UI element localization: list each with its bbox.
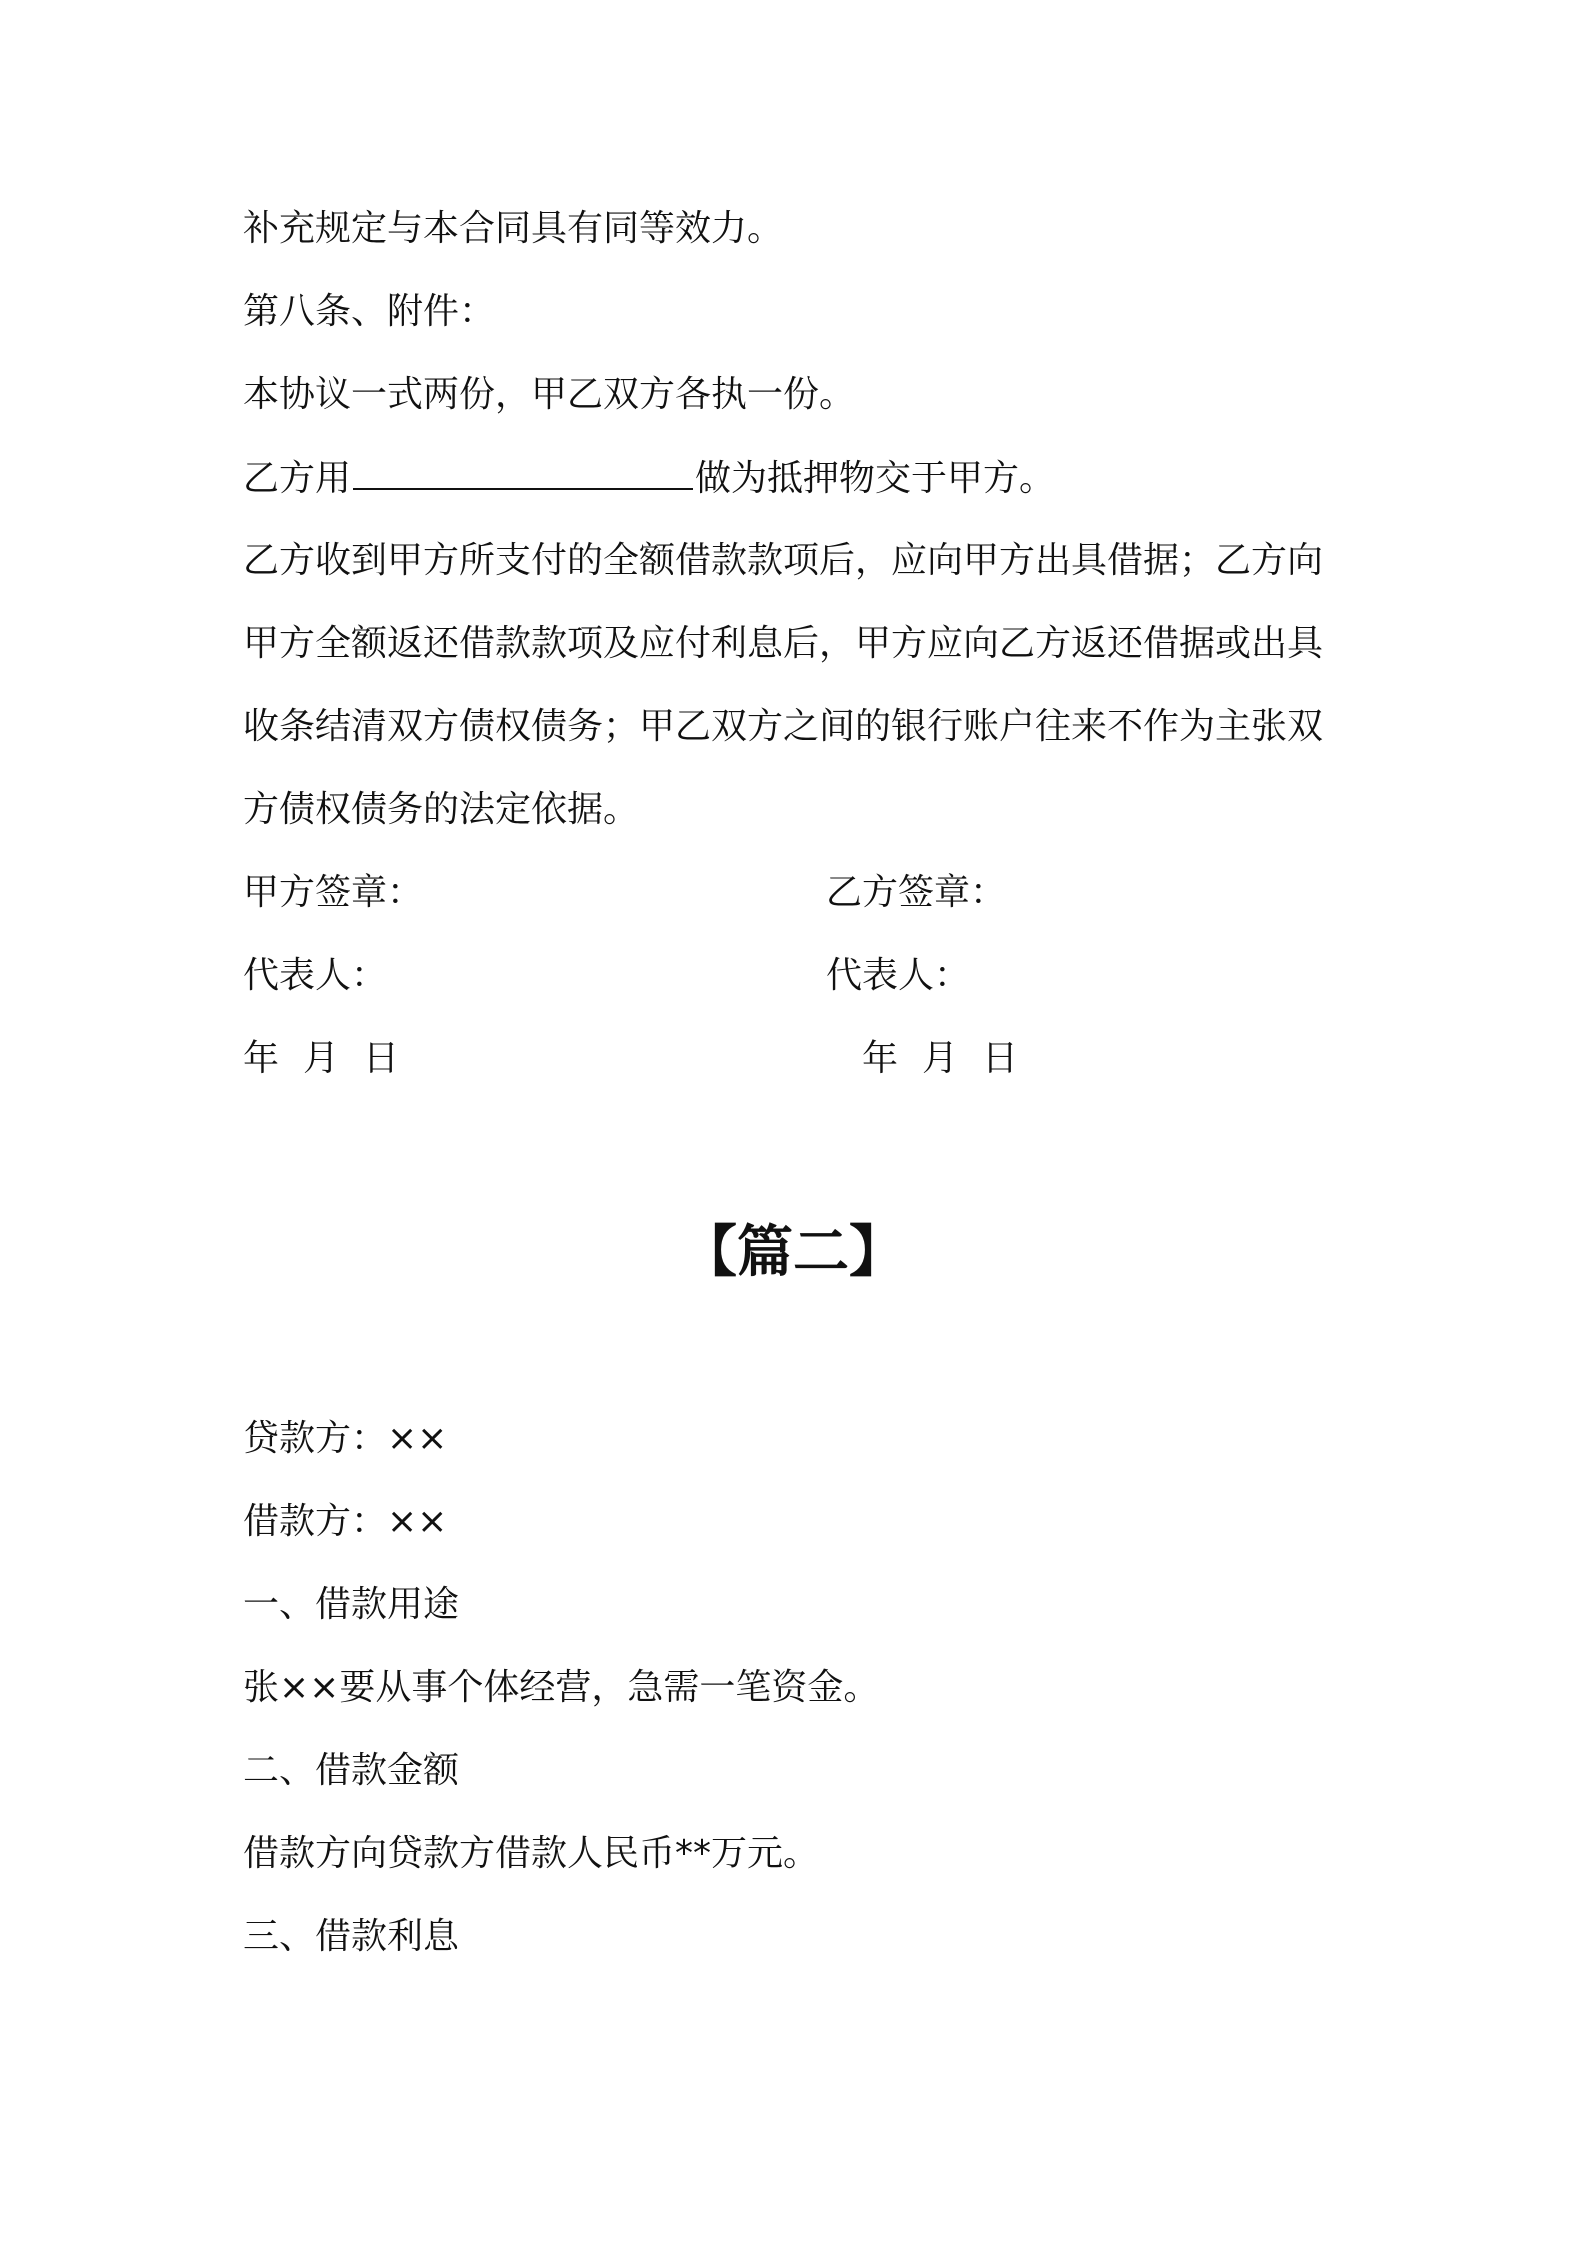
text-line: 张××要从事个体经营，急需一笔资金。 xyxy=(243,1667,880,1708)
party-a-date xyxy=(243,1035,399,1083)
clause-heading: 二、借款金额 xyxy=(243,1750,460,1791)
date-month: 月 xyxy=(922,1038,959,1079)
borrower-line: 借款方：×× xyxy=(243,1501,448,1542)
date-day: 日 xyxy=(363,1038,400,1079)
party-a-rep-label: 代表人： xyxy=(243,955,388,996)
collateral-line xyxy=(243,454,1055,503)
article-heading: 第八条、附件： xyxy=(243,291,496,332)
party-b-date xyxy=(862,1035,1018,1083)
text-line: 补充规定与本合同具有同等效力。 xyxy=(243,208,784,249)
date-year: 年 xyxy=(243,1038,280,1079)
paragraph-line: 收条结清双方债权债务；甲乙双方之间的银行账户往来不作为主张双 xyxy=(243,706,1324,747)
party-b-seal-label: 乙方签章： xyxy=(826,872,1007,913)
collateral-prefix: 乙方用 xyxy=(243,458,352,499)
date-day: 日 xyxy=(982,1038,1019,1079)
section-title: 【篇二】 xyxy=(681,1220,905,1285)
text-line: 本协议一式两份，甲乙双方各执一份。 xyxy=(243,374,856,415)
party-a-seal-label: 甲方签章： xyxy=(243,872,424,913)
clause-heading: 三、借款利息 xyxy=(243,1916,460,1957)
text-line: 借款方向贷款方借款人民币**万元。 xyxy=(243,1833,820,1874)
party-b-rep-label: 代表人： xyxy=(826,955,971,996)
date-year: 年 xyxy=(862,1038,899,1079)
collateral-blank xyxy=(353,454,693,490)
collateral-suffix: 做为抵押物交于甲方。 xyxy=(695,458,1056,499)
paragraph-line: 乙方收到甲方所支付的全额借款款项后，应向甲方出具借据；乙方向 xyxy=(243,540,1324,581)
lender-line: 贷款方：×× xyxy=(243,1418,448,1459)
clause-heading: 一、借款用途 xyxy=(243,1584,460,1625)
date-month: 月 xyxy=(303,1038,340,1079)
paragraph-line: 甲方全额返还借款款项及应付利息后，甲方应向乙方返还借据或出具 xyxy=(243,623,1324,664)
paragraph-line: 方债权债务的法定依据。 xyxy=(243,789,640,830)
